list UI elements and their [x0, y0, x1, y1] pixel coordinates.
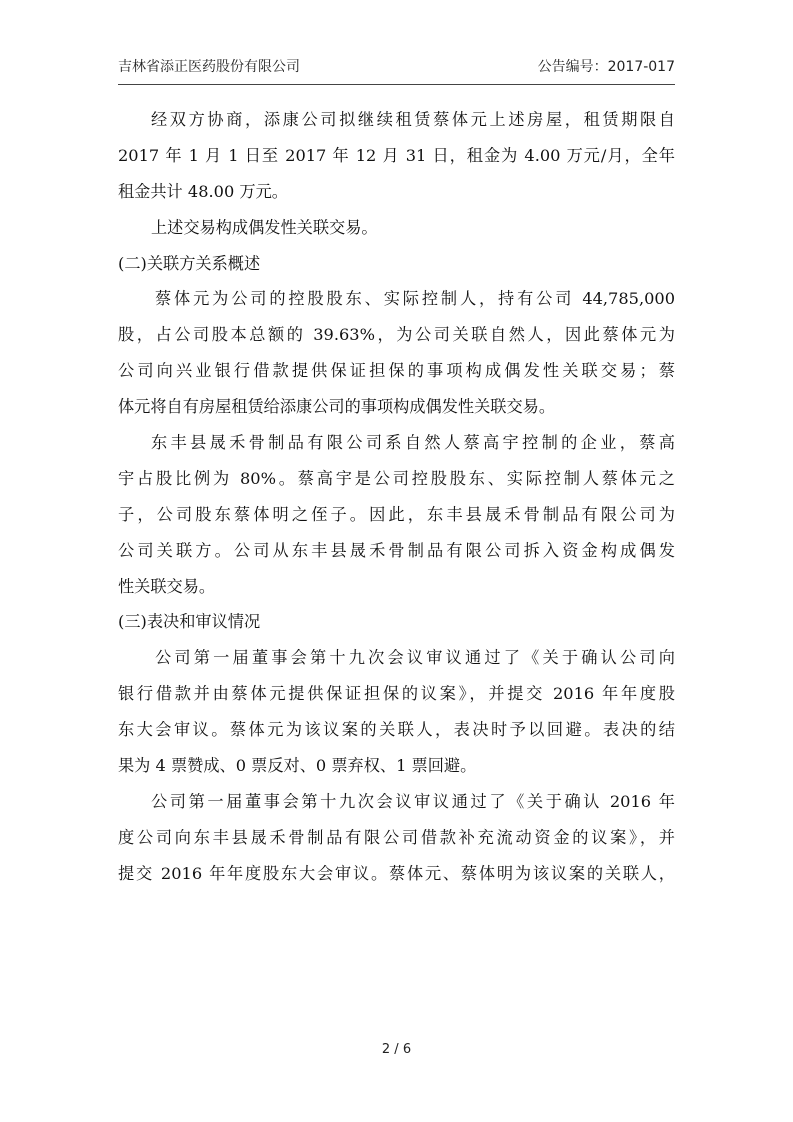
paragraph-line: 蔡体元为公司的控股股东、实际控制人，持有公司 44,785,000 — [155, 289, 675, 309]
paragraph-line: 东丰县晟禾骨制品有限公司系自然人蔡高宇控制的企业，蔡高 — [151, 433, 675, 453]
company-name: 吉林省添正医药股份有限公司 — [118, 59, 300, 75]
paragraph-line: 子，公司股东蔡体明之侄子。因此，东丰县晟禾骨制品有限公司为 — [118, 504, 675, 524]
page-number: 2 / 6 — [381, 1042, 412, 1057]
paragraph-line: 宇占股比例为 80%。蔡高宇是公司控股股东、实际控制人蔡体元之 — [118, 468, 675, 488]
paragraph-line: 公司第一届董事会第十九次会议审议通过了《关于确认公司向 — [155, 648, 675, 668]
paragraph-line: 租金共计 48.00 万元。 — [118, 181, 288, 201]
paragraph-line: 体元将自有房屋租赁给添康公司的事项构成偶发性关联交易。 — [118, 397, 556, 417]
paragraph-line: 经双方协商，添康公司拟继续租赁蔡体元上述房屋，租赁期限自 — [151, 110, 675, 129]
paragraph-line: 提交 2016 年年度股东大会审议。蔡体元、蔡体明为该议案的关联人， — [118, 863, 675, 883]
paragraph-line: 上述交易构成偶发性关联交易。 — [151, 217, 378, 237]
paragraph-line: 股，占公司股本总额的 39.63%，为公司关联自然人，因此蔡体元为 — [118, 325, 675, 345]
paragraph-line: 2017 年 1 月 1 日至 2017 年 12 月 31 日，租金为 4.00 万元/月，全年 — [118, 145, 675, 165]
paragraph-line: 度公司向东丰县晟禾骨制品有限公司借款补充流动资金的议案》，并 — [118, 827, 675, 847]
paragraph-line: 公司关联方。公司从东丰县晟禾骨制品有限公司拆入资金构成偶发 — [118, 540, 675, 560]
header-divider — [118, 84, 675, 85]
paragraph-line: 果为 4 票赞成、0 票反对、0 票弃权、1 票回避。 — [118, 756, 477, 776]
notice-number: 公告编号：2017-017 — [537, 59, 675, 75]
paragraph-line: 银行借款并由蔡体元提供保证担保的议案》，并提交 2016 年年度股 — [118, 684, 675, 704]
paragraph-line: 公司向兴业银行借款提供保证担保的事项构成偶发性关联交易；蔡 — [118, 361, 675, 381]
paragraph-line: 公司第一届董事会第十九次会议审议通过了《关于确认 2016 年 — [151, 791, 675, 811]
paragraph-line: 性关联交易。 — [118, 576, 216, 596]
document-body — [118, 102, 675, 892]
page-header — [118, 56, 675, 80]
section-heading: (二)关联方关系概述 — [118, 253, 261, 273]
paragraph-line: 东大会审议。蔡体元为该议案的关联人，表决时予以回避。表决的结 — [118, 720, 675, 740]
section-heading: (三)表决和审议情况 — [118, 612, 261, 632]
